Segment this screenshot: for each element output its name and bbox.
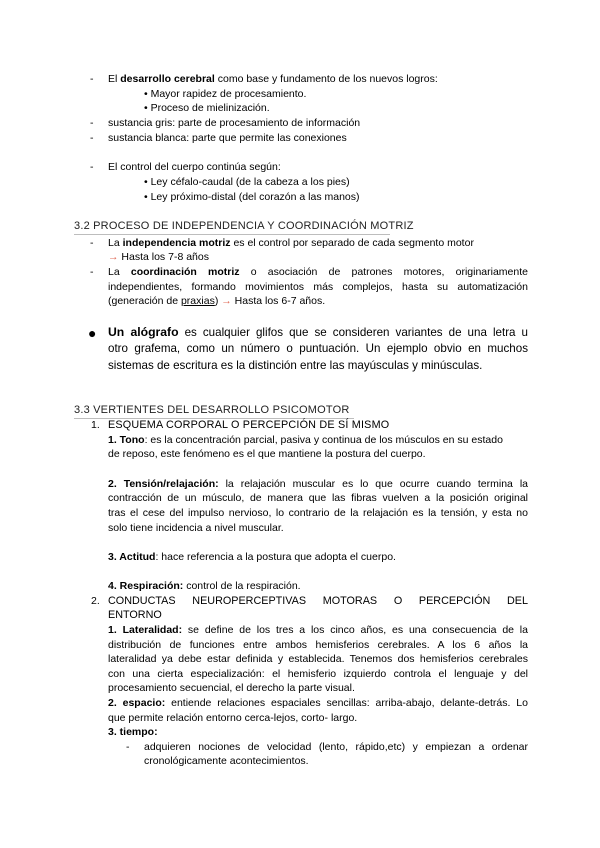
list-dash: - <box>90 161 94 173</box>
sub-bullet: • Ley próximo-distal (del corazón a las manos) <box>144 191 360 203</box>
text-run: es cualquier glifos que se consideren variantes de una letra u <box>178 326 528 339</box>
list-dash: - <box>90 73 94 85</box>
lateralidad-line-2: distribución de funciones entre ambos hemisferios cerebrales. A los 6 años la <box>108 639 528 651</box>
text-run: control de la respiración. <box>183 580 301 592</box>
alografo-line-3: sistemas de escritura es la distinción entre las mayúsculas y minúsculas. <box>108 359 483 372</box>
tono-line-2: de reposo, este fenómeno es el que mantiene la postura del cuerpo. <box>108 448 426 460</box>
bold-term: coordinación motriz <box>130 266 240 278</box>
tension-line-2: contracción de un músculo, de manera que las fibras vuelven a la posición original <box>108 492 528 504</box>
bold-term: 1. Tono <box>108 434 145 446</box>
lateralidad-line-3: lateralidad ya debe estar definida y establecida. Tenemos dos hemisferios cerebrales <box>108 653 528 665</box>
bold-term: 3. tiempo: <box>108 726 158 738</box>
bold-term: 4. Respiración: <box>108 580 184 592</box>
underlined-term: praxias <box>180 295 215 307</box>
list-item: El control del cuerpo continúa según: <box>108 161 281 173</box>
sub-bullet: • Proceso de mielinización. <box>144 102 270 114</box>
tension-line-3: tras el cese del impulso nervioso, lo contrario de la relajación es la tensión, y esta no <box>108 507 528 519</box>
text-line <box>108 294 325 308</box>
lateralidad-line-4: con una cierta especialización: el hemisferio izquierdo controla el lenguaje y del <box>108 668 528 680</box>
section-heading-3-3: 3.3 VERTIENTES DEL DESARROLLO PSICOMOTOR <box>74 404 350 416</box>
list-item-desarrollo-cerebral <box>108 72 438 86</box>
bold-term: 3. Actitud <box>108 551 156 563</box>
list-number: 2. <box>91 595 100 607</box>
espacio-line-2: que permite relación entorno cerca-lejos, corto- largo. <box>108 712 358 724</box>
heading-rule <box>74 234 390 235</box>
sub-bullet: • Ley céfalo-caudal (de la cabeza a los pies) <box>144 176 350 188</box>
bullet-dot-icon: ● <box>88 325 97 341</box>
bold-term: independencia motriz <box>122 237 231 249</box>
text-run: La <box>108 237 123 249</box>
tono-line-1 <box>108 433 503 447</box>
arrow-icon: → <box>221 295 232 307</box>
tension-line-4: solo tiene incidencia a nivel muscular. <box>108 522 284 534</box>
text-run: : es la concentración parcial, pasiva y continua de los músculos en su estado <box>144 434 503 446</box>
subsection-title-conductas: CONDUCTAS NEUROPERCEPTIVAS MOTORAS O PERCEPCIÓN DEL <box>108 595 528 607</box>
arrow-icon: → <box>108 251 119 263</box>
text-run: o asociación de patrones motores, originariamente <box>239 266 528 278</box>
text-run: es el control por separado de cada segmento motor <box>230 237 474 249</box>
bold-term: Un alógrafo <box>108 325 179 339</box>
bold-term: desarrollo cerebral <box>120 73 215 85</box>
section-heading-3-2: 3.2 PROCESO DE INDEPENDENCIA Y COORDINACIÓN MOTRIZ <box>74 220 414 232</box>
text-run: La <box>108 266 131 278</box>
lateralidad-line-5: procesamiento secuencial, el derecho la parte visual. <box>108 682 355 694</box>
sub-bullet: • Mayor rapidez de procesamiento. <box>144 88 307 100</box>
text-run: entiende relaciones espaciales sencillas: arriba-abajo, delante-detrás. Lo <box>165 697 528 709</box>
age-line <box>108 250 209 264</box>
list-dash: - <box>90 237 94 249</box>
respiracion-line <box>108 579 301 593</box>
tiempo-line-2: cronológicamente acontecimientos. <box>144 755 309 767</box>
text-run: Hasta los 7-8 años <box>118 251 209 263</box>
list-item: sustancia blanca: parte que permite las conexiones <box>108 132 347 144</box>
text-run: El <box>108 73 121 85</box>
tension-line-1 <box>108 477 528 491</box>
alografo-line-2: otro grafema, como un número o puntuación. Un ejemplo obvio en muchos <box>108 342 528 355</box>
actitud-line <box>108 550 396 564</box>
list-dash: - <box>90 266 94 278</box>
subsection-title-esquema: ESQUEMA CORPORAL O PERCEPCIÓN DE SÍ MISMO <box>108 419 390 431</box>
list-item-independencia <box>108 236 474 250</box>
bold-term: 2. espacio: <box>108 697 166 709</box>
text-run: : hace referencia a la postura que adopta el cuerpo. <box>155 551 396 563</box>
tiempo-line-1: adquieren nociones de velocidad (lento, rápido,etc) y empiezan a ordenar <box>144 741 528 753</box>
list-dash: - <box>90 117 94 129</box>
subsection-title-conductas-2: ENTORNO <box>108 609 162 621</box>
text-run: como base y fundamento de los nuevos logros: <box>214 73 438 85</box>
bold-term: 2. Tensión/relajación: <box>108 478 219 490</box>
list-dash: - <box>90 132 94 144</box>
list-dash: - <box>126 741 130 753</box>
list-number: 1. <box>91 419 100 431</box>
espacio-line-1 <box>108 696 528 710</box>
text-run: la relajación muscular es lo que ocurre cuando termina la <box>218 478 528 490</box>
text-line: independientes, formando movimientos más complejos, hasta su automatización <box>108 281 528 293</box>
text-run: Hasta los 6-7 años. <box>231 295 326 307</box>
lateralidad-line-1 <box>108 623 528 637</box>
bold-term: 1. Lateralidad: <box>108 624 183 636</box>
text-run: se define de los tres a los cinco años, es una consecuencia de la <box>182 624 528 636</box>
list-item: sustancia gris: parte de procesamiento de información <box>108 117 361 129</box>
text-run: (generación de <box>108 295 181 307</box>
tiempo-label <box>108 725 158 739</box>
text-run: ) <box>214 295 222 307</box>
list-item-coordinacion <box>108 265 528 279</box>
